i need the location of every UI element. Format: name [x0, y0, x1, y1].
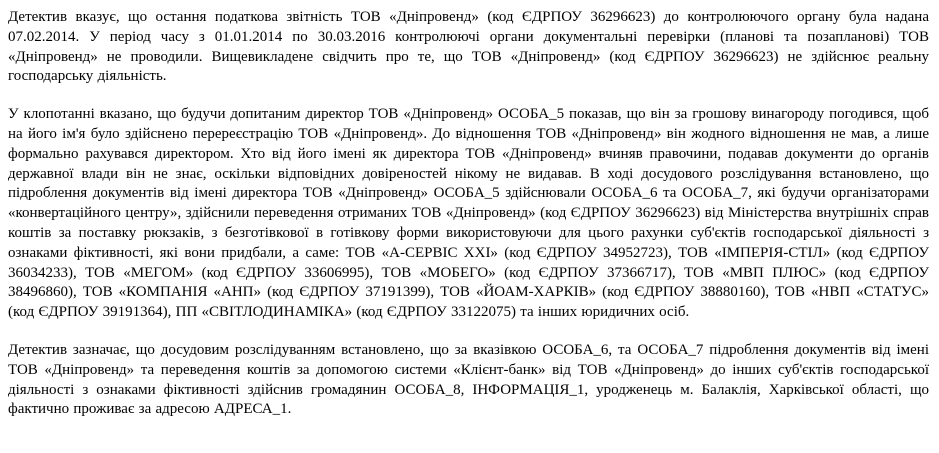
document-paragraph-3: Детектив зазначає, що досудовим розслідуванням встановлено, що за вказівкою ОСОБА_6, та ОСОБА_7 підроблення документів від імені ТОВ «Дніпровенд» та переведення коштів за допомогою системи «Клієнт-банк» від ТОВ «Дніпровенд» до інших суб'єктів господарської діяльності з ознаками фіктивності здійснив громадянин ОСОБА_8, ІНФОРМАЦІЯ_1, уродженець м. Балаклія, Харківської області, що фактично проживає за адресою АДРЕСА_1.: [8, 341, 929, 418]
document-paragraph-1: Детектив вказує, що остання податкова звітність ТОВ «Дніпровенд» (код ЄДРПОУ 36296623) до контролюючого органу була надана 07.02.2014. У період часу з 01.01.2014 по 30.03.2016 контролюючі органи документальні перевірки (планові та позапланові) ТОВ «Дніпровенд» не проводили. Вищевикладене свідчить про те, що ТОВ «Дніпровенд» (код ЄДРПОУ 36296623) не здійснює реальну господарську діяльність.: [8, 9, 929, 85]
document-paragraph-2: У клопотанні вказано, що будучи допитаним директор ТОВ «Дніпровенд» ОСОБА_5 показав, що він за грошову винагороду погодився, щоб на його ім'я було здійснено перереєстрацію ТОВ «Дніпровенд». До відношення ТОВ «Дніпровенд» він жодного відношення не мав, а лише формально рахувався директором. Хто від його імені як директора ТОВ «Дніпровенд» вчиняв правочини, подавав документи до органів державної влади він не знає, оскільки відповідних довіреностей нікому не видавав. В ході досудового розслідування встановлено, що підроблення документів від імені директора ТОВ «Дніпровенд» ОСОБА_5 здійснювали ОСОБА_6 та ОСОБА_7, які будучи організаторами «конвертаційного центру», здійснили переведення отриманих ТОВ «Дніпровенд» (код ЄДРПОУ 36296623) від Міністерства внутрішніх справ коштів за поставку рюкзаків, з безготівкової в готівкову форми використовуючи для цього рахунки суб'єктів господарської діяльності з ознаками фіктивності, які вони придбали, а саме: ТОВ «А-СЕРВІС ХХІ» (код ЄДРПОУ 34952723), ТОВ «ІМПЕРІЯ-СТІЛ» (код ЄДРПОУ 36034233), ТОВ «МЕГОМ» (код ЄДРПОУ 33606995), ТОВ «МОБЕГО» (код ЄДРПОУ 37366717), ТОВ «МВП ПЛЮС» (код ЄДРПОУ 38496860), ТОВ «КОМПАНІЯ «АНП» (код ЄДРПОУ 37191399), ТОВ «ЙОАМ-ХАРКІВ» (код ЄДРПОУ 38880160), ТОВ «НВП «СТАТУС» (код ЄДРПОУ 39191364), ПП «СВІТЛОДИНАМІКА» (код ЄДРПОУ 33122075) та інших юридичних осіб.: [8, 106, 929, 321]
